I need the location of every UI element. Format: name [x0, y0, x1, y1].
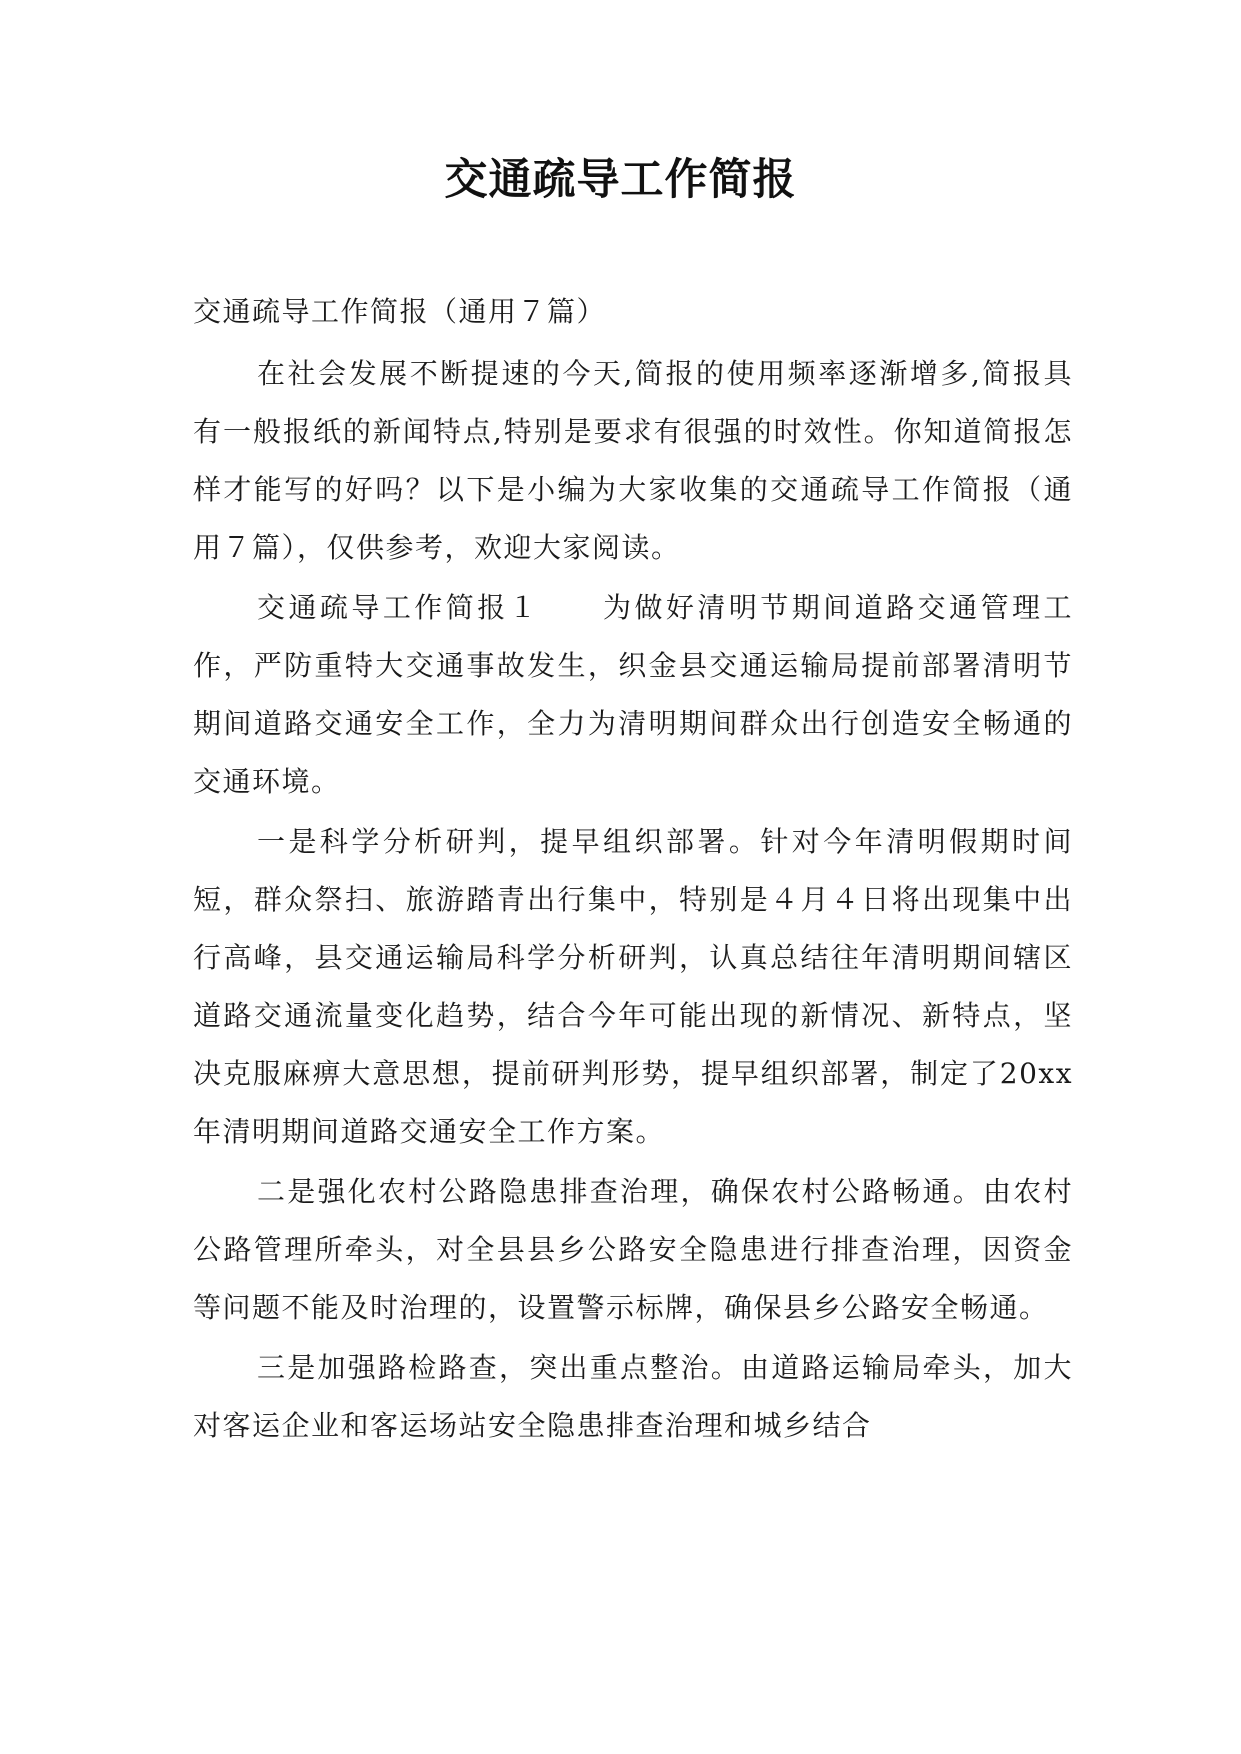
document-title: 交通疏导工作简报 — [444, 155, 797, 205]
paragraph-report-1: 交通疏导工作简报１ 为做好清明节期间道路交通管理工作，严防重特大交通事故发生，织金县交通运输局提前部署清明节期间道路交通安全工作，全力为清明期间群众出行创造安全畅通的交通环境。 — [193, 591, 1073, 798]
paragraph-intro: 在社会发展不断提速的今天,简报的使用频率逐渐增多,简报具有一般报纸的新闻特点,特别是要求有很强的时效性。你知道简报怎样才能写的好吗？以下是小编为大家收集的交通疏导工作简报（通用７篇），仅供参考，欢迎大家阅读。 — [193, 357, 1073, 564]
paragraph-point-2: 二是强化农村公路隐患排查治理，确保农村公路畅通。由农村公路管理所牵头，对全县县乡公路安全隐患进行排查治理，因资金等问题不能及时治理的，设置警示标牌，确保县乡公路安全畅通。 — [193, 1175, 1073, 1324]
document-subtitle: 交通疏导工作简报（通用７篇） — [193, 295, 607, 328]
paragraph-point-3: 三是加强路检路查，突出重点整治。由道路运输局牵头，加大对客运企业和客运场站安全隐患排查治理和城乡结合 — [193, 1351, 1073, 1442]
paragraph-point-1: 一是科学分析研判，提早组织部署。针对今年清明假期时间短，群众祭扫、旅游踏青出行集中，特别是４月４日将出现集中出行高峰，县交通运输局科学分析研判，认真总结往年清明期间辖区道路交通流量变化趋势，结合今年可能出现的新情况、新特点，坚决克服麻痹大意思想，提前研判形势，提早组织部署，制定了20xx年清明期间道路交通安全工作方案。 — [193, 825, 1073, 1148]
document-body — [193, 283, 1073, 1457]
